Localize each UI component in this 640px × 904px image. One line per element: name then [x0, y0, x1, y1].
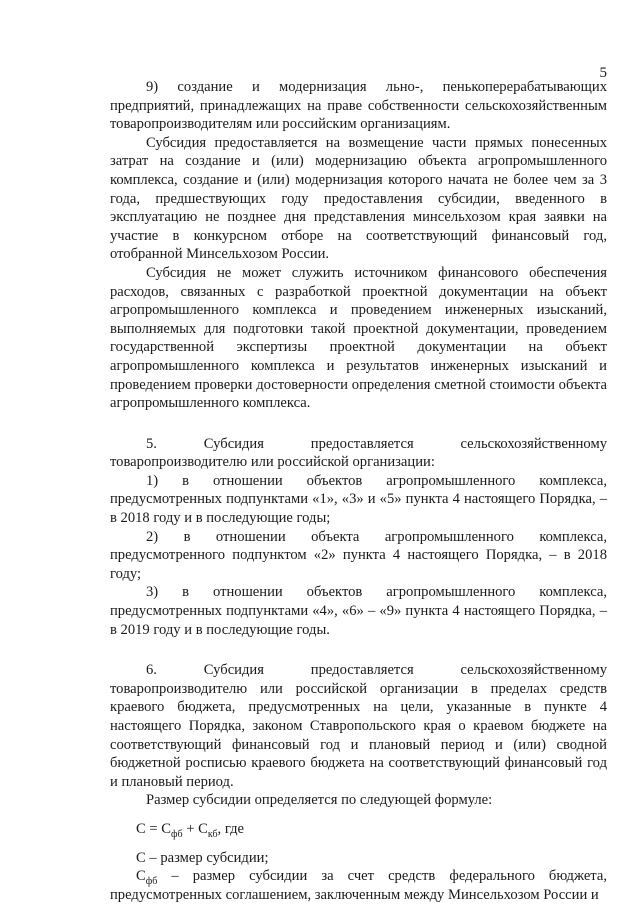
formula-sub-fb: фб — [171, 828, 183, 840]
formula-tail: , где — [217, 820, 245, 837]
section-5-item-2: 2) в отношении объекта агропромышленного комплекса, предусмотренного подпунктом «2» пункта 4 настоящего Порядка, – в 2018 году; — [110, 528, 607, 582]
section-6-intro: 6. Субсидия предоставляется сельскохозяйственному товаропроизводителю или российской организации в пределах средств краевого бюджета, предусмотренных на цели, указанные в пункте 4 настоящего Порядка, законом Ставропольского края о краевом бюджете на соответствующий финансовый год и плановый период и (или) сводной бюджетной росписью краевого бюджета на соответствующий финансовый год и плановый период. — [110, 662, 607, 790]
subsidy-formula — [110, 820, 607, 839]
definition-c-fb-sub: фб — [145, 876, 158, 888]
formula-sub-kb: кб — [207, 828, 218, 840]
definition-c-fb-symbol: С — [136, 868, 146, 885]
formula-plus: + С — [182, 820, 208, 837]
formula-spacer — [110, 839, 607, 849]
section-5-intro: 5. Субсидия предоставляется сельскохозяйственному товаропроизводителю или российской организации: — [110, 435, 607, 471]
item-9-paragraph: 9) создание и модернизация льно-, пенькоперерабатывающих предприятий, принадлежащих на праве собственности сельскохозяйственным товаропроизводителям или российским организациям. — [110, 79, 607, 133]
definition-c-fb — [110, 867, 607, 904]
document-body — [110, 78, 607, 904]
section-spacer — [110, 639, 607, 661]
section-spacer — [110, 413, 607, 435]
formula-lhs: С = С — [136, 820, 171, 837]
subsidy-not-source-paragraph: Субсидия не может служить источником финансового обеспечения расходов, связанных с разработкой проектной документации на объект агропромышленного комплекса и проведением инженерных изысканий, выполняемых для подготовки такой проектной документации, проведением государственной экспертизы проектной документации на объект агропромышленного комплекса и результатов инженерных изысканий и проведением проверки достоверности определения сметной стоимости объекта агропромышленного комплекса. — [110, 264, 607, 412]
section-5-item-1: 1) в отношении объектов агропромышленного комплекса, предусмотренных подпунктами «1», «3» и «5» пункта 4 настоящего Порядка, – в 2018 году и в последующие годы; — [110, 472, 607, 527]
formula-intro: Размер субсидии определяется по следующей формуле: — [146, 792, 493, 809]
definition-c-fb-text: – размер субсидии за счет средств федерального бюджета, предусмотренных соглашением, заключенным между Минсельхозом России и — [110, 868, 607, 903]
page-number: 5 — [599, 65, 607, 81]
section-5-item-3: 3) в отношении объектов агропромышленного комплекса, предусмотренных подпунктами «4», «6» – «9» пункта 4 настоящего Порядка, – в 2019 году и в последующие годы. — [110, 584, 607, 638]
definition-c: С – размер субсидии; — [136, 849, 269, 866]
formula-spacer — [110, 810, 607, 820]
subsidy-partial-reimbursement-paragraph: Субсидия предоставляется на возмещение части прямых понесенных затрат на создание и (или) модернизацию объекта агропромышленного комплекса, создание и (или) модернизация которого начата не более чем за 3 года, предшествующих году предоставления субсидии, введенного в эксплуатацию не позднее дня представления минсельхозом края заявки на участие в конкурсном отборе на соответствующий финансовый год, отобранной Минсельхозом России. — [110, 134, 607, 263]
